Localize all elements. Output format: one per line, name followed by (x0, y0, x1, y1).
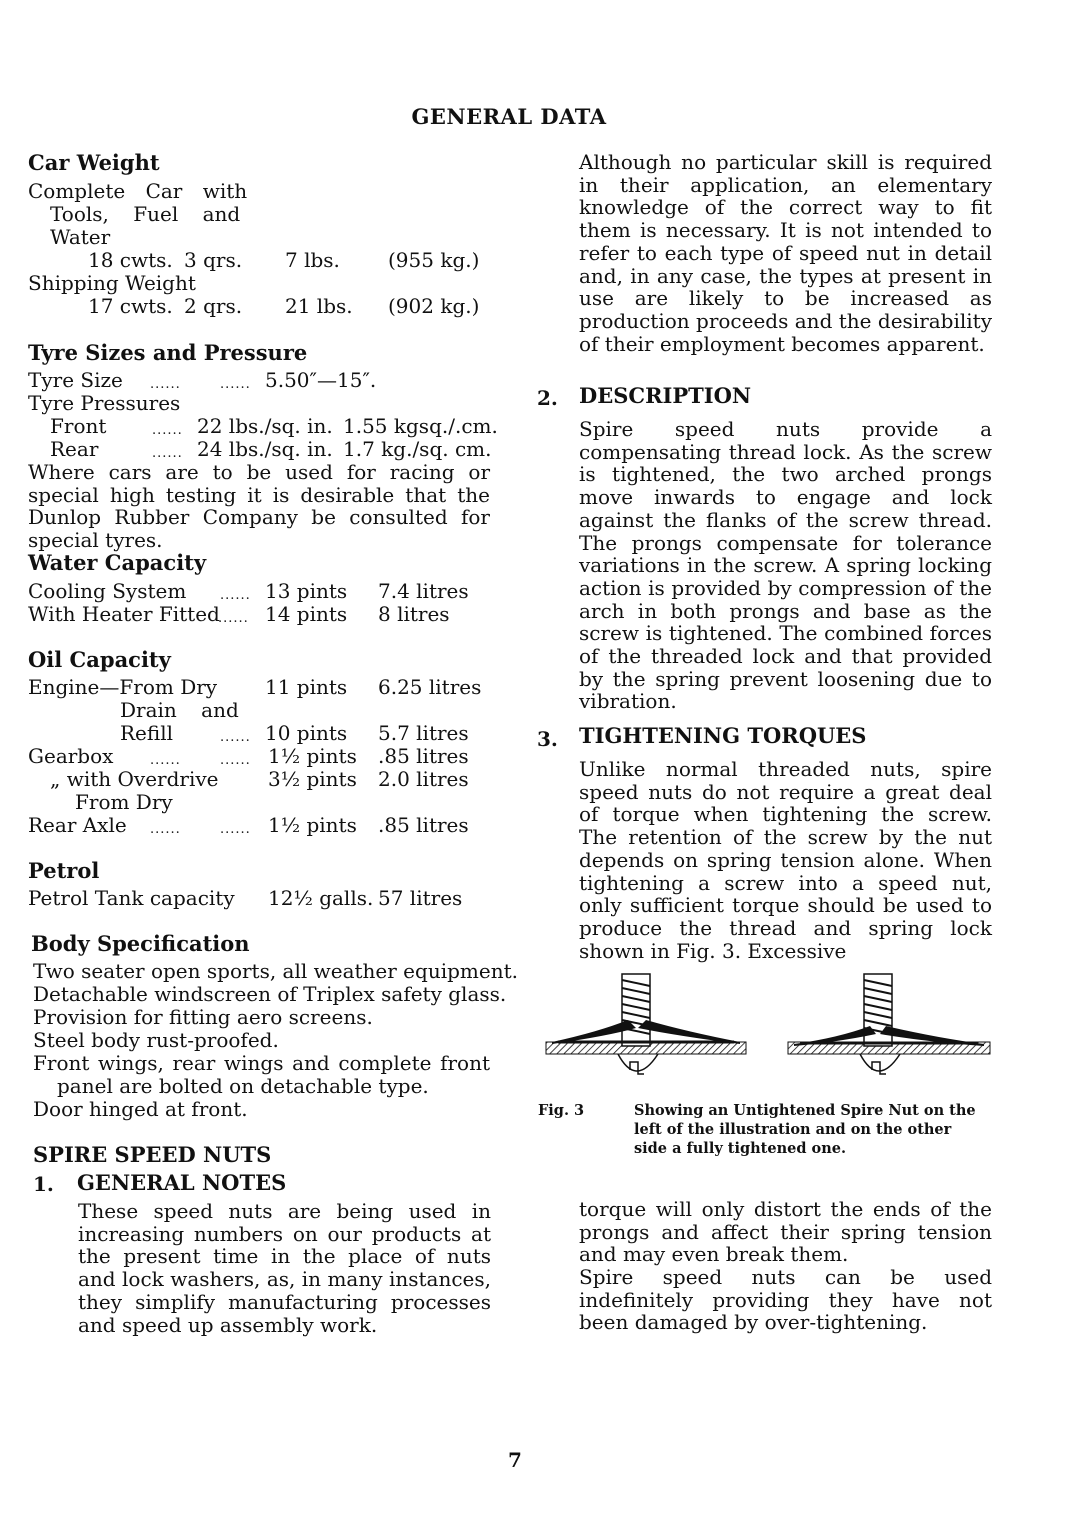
section-1-number: 1. (33, 1172, 54, 1196)
shipping-weight-cwts: 17 cwts. (88, 294, 173, 318)
tyre-size-label: Tyre Size (28, 368, 123, 392)
shipping-weight-label: Shipping Weight (28, 271, 196, 295)
oil-overdrive-pints: 3½ pints (268, 767, 357, 791)
tyre-note: Where cars are to be used for racing or special high testing it is desirable that the Dunlop Rubber Company be consulted for special tyres. (28, 460, 490, 553)
water-heading: Water Capacity (28, 550, 207, 575)
oil-drain-line2: Refill (120, 721, 174, 745)
figure-caption-line2: left of the illustration and on the other (634, 1121, 952, 1138)
section-3-heading: TIGHTENING TORQUES (579, 723, 867, 748)
tyre-size-value: 5.50″—15″. (265, 368, 377, 392)
spire-nut-illustration (538, 966, 998, 1092)
section-2-heading: DESCRIPTION (579, 383, 752, 408)
oil-axle-litres: .85 litres (378, 813, 469, 837)
oil-gearbox-litres: .85 litres (378, 744, 469, 768)
body-spec-wings-line2: panel are bolted on detachable type. (57, 1074, 429, 1098)
rear-imperial: 24 lbs./sq. in. (197, 437, 333, 461)
tyre-heading: Tyre Sizes and Pressure (28, 340, 308, 365)
tyre-size-dots-1: ...... (150, 377, 181, 392)
petrol-label: Petrol Tank capacity (28, 886, 235, 910)
water-row-2-pints: 14 pints (265, 602, 348, 626)
oil-gearbox-dots-2: ...... (220, 753, 251, 768)
shipping-weight-kg: (902 kg.) (388, 294, 480, 318)
rear-label: Rear (50, 437, 99, 461)
car-weight-heading: Car Weight (28, 150, 160, 175)
complete-weight-cwts: 18 cwts. (88, 248, 173, 272)
complete-car-line1: Complete Car with (28, 179, 248, 203)
section-2-number: 2. (537, 386, 558, 410)
water-row-1-pints: 13 pints (265, 579, 348, 603)
complete-weight-lbs: 7 lbs. (285, 248, 340, 272)
oil-axle-dots-1: ...... (150, 822, 181, 837)
rear-metric: 1.7 kg./sq. cm. (343, 437, 492, 461)
front-metric: 1.55 kgsq./.cm. (343, 414, 498, 438)
oil-gearbox-dots-1: ...... (150, 753, 181, 768)
figure-label: Fig. 3 (538, 1102, 585, 1119)
shipping-weight-lbs: 21 lbs. (285, 294, 353, 318)
oil-engine-litres: 6.25 litres (378, 675, 482, 699)
petrol-heading: Petrol (28, 858, 100, 883)
figure-caption-line3: side a fully tightened one. (634, 1140, 847, 1157)
oil-axle-pints: 1½ pints (268, 813, 357, 837)
front-label: Front (50, 414, 107, 438)
water-row-2-dots: ...... (218, 611, 249, 626)
rear-dots: ...... (152, 446, 183, 461)
section-3-number: 3. (537, 727, 558, 751)
body-spec-heading: Body Specification (31, 931, 250, 956)
oil-overdrive-sub: From Dry (75, 790, 173, 814)
tightened-nut-figure (788, 974, 990, 1074)
page-title: GENERAL DATA (411, 104, 607, 129)
body-spec-door: Door hinged at front. (33, 1097, 248, 1121)
oil-overdrive-litres: 2.0 litres (378, 767, 469, 791)
complete-weight-kg: (955 kg.) (388, 248, 480, 272)
section-1-continued: Although no particular skill is required in their application, an elementary knowledge of the correct way to fit them is necessary. It is not intended to refer to each type of speed nut in detail and, in any case, the types at present in use are likely to be increased as production proceeds and the desirability of their employment becomes apparent. (579, 150, 992, 356)
petrol-litres: 57 litres (378, 886, 463, 910)
oil-engine-label: Engine—From Dry (28, 675, 218, 699)
complete-car-line2: Tools, Fuel and (50, 202, 241, 226)
body-spec-wings-line1: Front wings, rear wings and complete front (33, 1051, 490, 1075)
section-3-text: Unlike normal threaded nuts, spire speed nuts do not require a great deal of torque when tightening the screw. The retention of the screw by the nut depends on spring tension alone. When tightening a screw into a speed nut, only sufficient torque should be used to produce the thread and spring lock shown in Fig. 3. Excessive (579, 757, 992, 963)
water-row-1-litres: 7.4 litres (378, 579, 469, 603)
oil-gearbox-label: Gearbox (28, 744, 114, 768)
water-row-2-label: With Heater Fitted (28, 602, 220, 626)
water-row-2-litres: 8 litres (378, 602, 450, 626)
water-row-1-dots: ...... (220, 588, 251, 603)
oil-drain-dots: ...... (220, 730, 251, 745)
untightened-nut-figure (546, 974, 746, 1074)
body-spec-line-1: Two seater open sports, all weather equipment. (33, 959, 518, 983)
page-number: 7 (508, 1448, 522, 1472)
oil-axle-label: Rear Axle (28, 813, 127, 837)
oil-gearbox-pints: 1½ pints (268, 744, 357, 768)
body-spec-line-3: Provision for fitting aero screens. (33, 1005, 373, 1029)
oil-overdrive-label: „ with Overdrive (50, 767, 219, 791)
section-3-final: Spire speed nuts can be used indefinitely providing they have not been damaged by over-tightening. (579, 1265, 992, 1335)
front-imperial: 22 lbs./sq. in. (197, 414, 333, 438)
body-spec-line-4: Steel body rust-proofed. (33, 1028, 279, 1052)
figure-caption-line1: Showing an Untightened Spire Nut on the (634, 1102, 976, 1119)
petrol-galls: 12½ galls. (268, 886, 374, 910)
oil-engine-pints: 11 pints (265, 675, 348, 699)
spire-heading: SPIRE SPEED NUTS (33, 1142, 272, 1167)
tyre-size-dots-2: ...... (220, 377, 251, 392)
oil-drain-litres: 5.7 litres (378, 721, 469, 745)
tyre-pressures-label: Tyre Pressures (28, 391, 181, 415)
oil-drain-pints: 10 pints (265, 721, 348, 745)
section-1-heading: GENERAL NOTES (77, 1170, 287, 1195)
section-1-text: These speed nuts are being used in increasing numbers on our products at the present time in the place of nuts and lock washers, as, in many instances, they simplify manufacturing processes and speed up assembly work. (78, 1199, 491, 1337)
shipping-weight-qrs: 2 qrs. (184, 294, 243, 318)
complete-car-line3: Water (50, 225, 111, 249)
oil-drain-line1: Drain and (120, 698, 239, 722)
front-dots: ...... (152, 423, 183, 438)
oil-heading: Oil Capacity (28, 647, 171, 672)
body-spec-line-2: Detachable windscreen of Triplex safety glass. (33, 982, 507, 1006)
complete-weight-qrs: 3 qrs. (184, 248, 243, 272)
water-row-1-label: Cooling System (28, 579, 187, 603)
section-2-text: Spire speed nuts provide a compensating thread lock. As the screw is tightened, the two arched prongs move inwards to engage and lock against the flanks of the screw thread. The prongs compensate for tolerance variations in the screw. A spring locking action is provided by compression of the arch in both prongs and base as the screw is tightened. The combined forces of the threaded lock and that provided by the spring prevent loosening due to vibration. (579, 417, 992, 714)
section-3-continued: torque will only distort the ends of the prongs and affect their spring tension and may even break them. (579, 1197, 992, 1267)
oil-axle-dots-2: ...... (220, 822, 251, 837)
